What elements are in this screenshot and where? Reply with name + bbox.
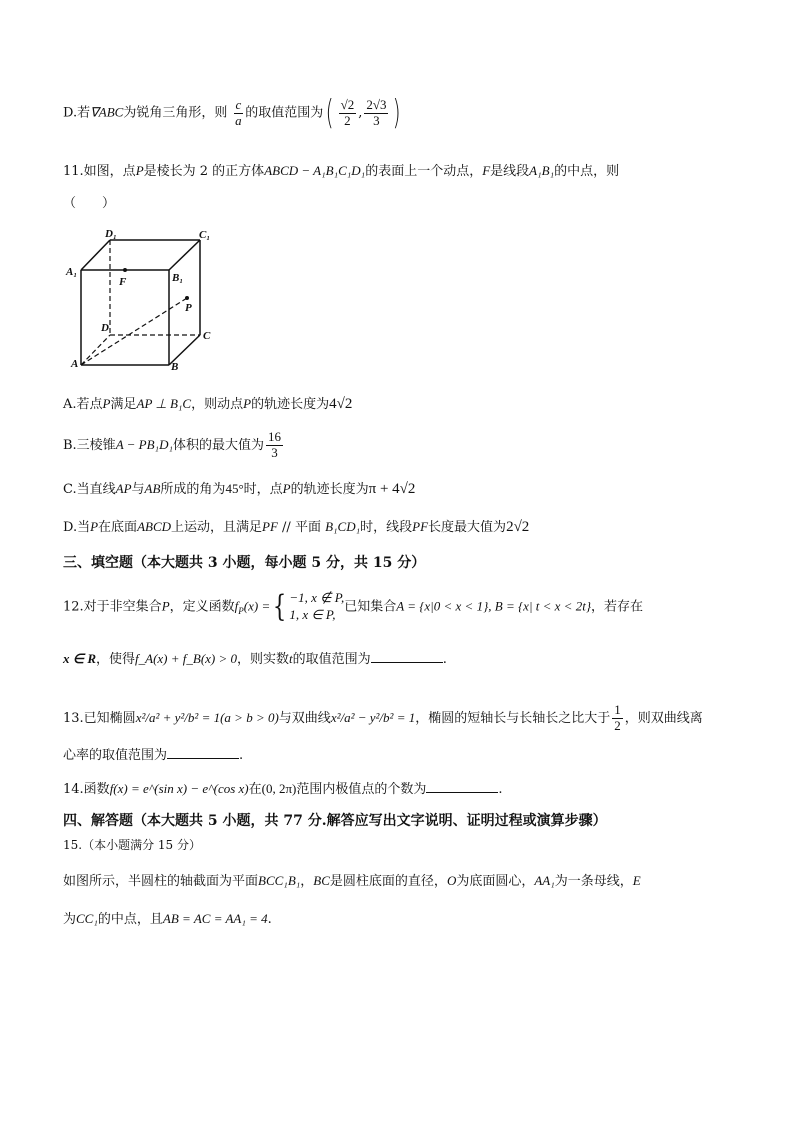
opt-text: 上运动，且满足 [171, 520, 263, 535]
stem-text: ，定义函数 [169, 599, 235, 615]
point-p [185, 296, 189, 300]
option-text: 为锐角三角形，则 [123, 105, 228, 121]
stem-text: ，若存在 [591, 599, 644, 615]
math-p: P [135, 163, 144, 178]
question-11-stem [63, 164, 619, 178]
math-bc: BC [313, 873, 330, 888]
math-interval: (0, 2π) [261, 781, 297, 796]
opt-text: 的轨迹长度为 [251, 397, 330, 412]
opt-text: 的轨迹长度为 [290, 482, 369, 497]
fraction-1-over-2: $\frac{1}{2}$ [614, 702, 621, 733]
edge-c1b1 [169, 240, 200, 270]
section-4-title: 四、解答题（本大题共 5 小题，共 77 分.解答应写出文字说明、证明过程或演算步骤） [63, 813, 607, 829]
stem-text: ，则实数 [237, 652, 290, 667]
opt-text: 与 [131, 482, 145, 497]
fraction-c-over-a: $\frac{c}{a}$ [235, 96, 242, 128]
label-p: P [185, 302, 192, 314]
stem-text: 已知集合 [344, 599, 397, 615]
opt-text: B.三棱锥 [63, 437, 116, 453]
math-triangle: ∇ABC [90, 104, 124, 120]
label-a: A [71, 358, 79, 370]
math-o: O [446, 873, 457, 888]
q11-option-b [63, 430, 285, 461]
math-f: F [482, 163, 491, 178]
fraction-2sqrt3-over-3: $\frac{2√3}{3}$ [366, 96, 387, 128]
stem-text: . [239, 748, 244, 763]
stem-text: 为底面圆心， [456, 874, 535, 889]
math-abcd: ABCD [137, 519, 172, 534]
math-perp: AP ⊥ B₁C [136, 396, 192, 411]
math-sets: A = {x|0 < x < 1}, B = {x| t < x < 2t} [396, 598, 592, 614]
math-ellipse: x²/a² + y²/b² = 1(a > b > 0) [135, 709, 279, 725]
label-f: F [119, 276, 127, 288]
math-angle: 45° [225, 481, 244, 496]
stem-text: 是棱长为 2 的正方体 [143, 164, 265, 179]
math-pyramid: A − PB₁D₁ [115, 436, 173, 452]
opt-text: C.当直线 [63, 482, 116, 497]
math-f: f [234, 598, 239, 614]
left-paren: ( [325, 93, 334, 133]
section-3-title: 三、填空题（本大题共 3 小题，每小题 5 分，共 15 分） [63, 555, 426, 571]
q11-option-d [63, 520, 529, 535]
math-hyperbola: x²/a² − y²/b² = 1 [330, 709, 416, 725]
label-a1: A₁ [66, 266, 78, 278]
math-ap: AP [115, 481, 132, 496]
answer-paren: （ ） [63, 196, 116, 211]
opt-text: 时，点 [243, 482, 283, 497]
stem-text: . [498, 782, 503, 797]
question-14 [63, 780, 503, 796]
stem-text: 是线段 [490, 164, 530, 179]
stem-text: 心率的取值范围为 [63, 748, 168, 763]
math-aa1: AA₁ [534, 873, 555, 888]
segment-ap [81, 298, 187, 365]
right-paren: ) [393, 93, 402, 133]
math-function: f(x) = e^(sin x) − e^(cos x) [109, 781, 249, 796]
opt-text: // 平面 [277, 520, 326, 535]
math-fx: (x) = [243, 598, 271, 614]
brace: { [273, 588, 287, 624]
math-plane: B₁CD₁ [325, 519, 361, 534]
q11-option-c [63, 482, 415, 497]
stem-text: 12.对于非空集合 [63, 599, 162, 615]
math-plane: BCC₁B₁ [258, 873, 301, 888]
label-c: C [203, 330, 211, 342]
answer-blank[interactable] [371, 650, 443, 663]
answer-blank[interactable] [167, 746, 239, 759]
label-d: D [101, 322, 109, 334]
opt-text: 体积的最大值为 [172, 437, 264, 453]
math-x-in-r: x ∈ R [63, 651, 96, 666]
stem-text: ，则双曲线离 [624, 710, 703, 726]
math-e: E [632, 873, 641, 888]
math-p: P [90, 519, 99, 534]
question-13-line2 [63, 746, 243, 762]
question-12-line1 [63, 590, 643, 624]
math-cc1: CC₁ [76, 911, 98, 926]
opt-text: 时，线段 [360, 520, 413, 535]
label-d1: D₁ [105, 228, 117, 240]
stem-text: 的中点，则 [554, 164, 620, 179]
opt-text: ，则动点 [191, 397, 244, 412]
fraction-sqrt2-over-2: $\frac{√2}{2}$ [340, 96, 355, 128]
math-sub: P [238, 605, 244, 616]
stem-text: ，使得 [96, 652, 136, 667]
option-text: 的取值范围为 [245, 105, 324, 121]
math-pf: PF [262, 519, 278, 534]
opt-text: A.若点 [63, 397, 103, 412]
question-15-head: 15.（本小题满分 15 分） [63, 838, 201, 852]
edge-a1d1 [81, 240, 110, 270]
math-pf: PF [412, 519, 429, 534]
math-p: P [243, 396, 252, 411]
question-13-line1 [63, 703, 703, 734]
stem-text: 为 [63, 912, 77, 927]
math-p: P [102, 396, 111, 411]
math-t: t [289, 651, 293, 666]
stem-text: ，椭圆的短轴长与长轴长之比大于 [415, 710, 611, 726]
label-c1: C₁ [199, 229, 211, 241]
stem-text: . [267, 912, 272, 927]
stem-text: 13.已知椭圆 [63, 710, 136, 726]
stem-text: ， [300, 874, 314, 889]
option-d-previous: D.若∇ABC为锐角三角形，则 $\frac{c}{a}$ 的取值范围为( $\frac{√2}{2}$ , $\frac{2√3}{3}$ ) [63, 93, 402, 133]
stem-text: 的表面上一个动点， [365, 164, 483, 179]
cube-figure [63, 225, 223, 375]
point-f [123, 268, 127, 272]
question-15-line1 [63, 874, 641, 888]
stem-text: 14.函数 [63, 782, 110, 797]
math-inequality: f_A(x) + f_B(x) > 0 [135, 651, 238, 666]
math-p: P [282, 481, 291, 496]
label-b1: B₁ [172, 272, 184, 284]
math-cube: ABCD − A₁B₁C₁D₁ [264, 163, 366, 178]
stem-text: 是圆柱底面的直径， [329, 874, 447, 889]
q11-option-a [63, 397, 352, 412]
opt-text: D.当 [63, 520, 91, 535]
stem-text: 的中点，且 [97, 912, 163, 927]
stem-text: 如图所示，半圆柱的轴截面为平面 [63, 874, 259, 889]
opt-text: 在底面 [98, 520, 138, 535]
math-value: 2√2 [506, 519, 530, 535]
opt-text: 所成的角为 [160, 482, 226, 497]
stem-text: 11.如图，点 [63, 164, 136, 179]
opt-text: 满足 [110, 397, 137, 412]
math-ab: AB [144, 481, 161, 496]
question-15-line2 [63, 912, 272, 926]
math-value: π + 4√2 [368, 481, 416, 497]
answer-blank[interactable] [426, 780, 498, 793]
stem-text: 范围内极值点的个数为 [296, 782, 427, 797]
math-segment: A₁B₁ [529, 163, 555, 178]
opt-text: 长度最大值为 [428, 520, 507, 535]
math-value: 4√2 [329, 396, 353, 412]
stem-text: 的取值范围为 [292, 652, 371, 667]
stem-text: 在 [248, 782, 262, 797]
fraction-16-over-3: $\frac{16}{3}$ [268, 429, 281, 460]
stem-text: 为一条母线， [554, 874, 633, 889]
stem-text: 与双曲线 [278, 710, 331, 726]
math-p: P [161, 598, 170, 614]
question-12-line2 [63, 650, 447, 666]
stem-text: . [442, 652, 447, 667]
label-b: B [171, 361, 179, 373]
piecewise-cases: −1, x ∉ P, 1, x ∈ P, [289, 590, 345, 622]
math-equation: AB = AC = AA₁ = 4 [162, 911, 268, 926]
option-text: D.若 [63, 105, 91, 121]
